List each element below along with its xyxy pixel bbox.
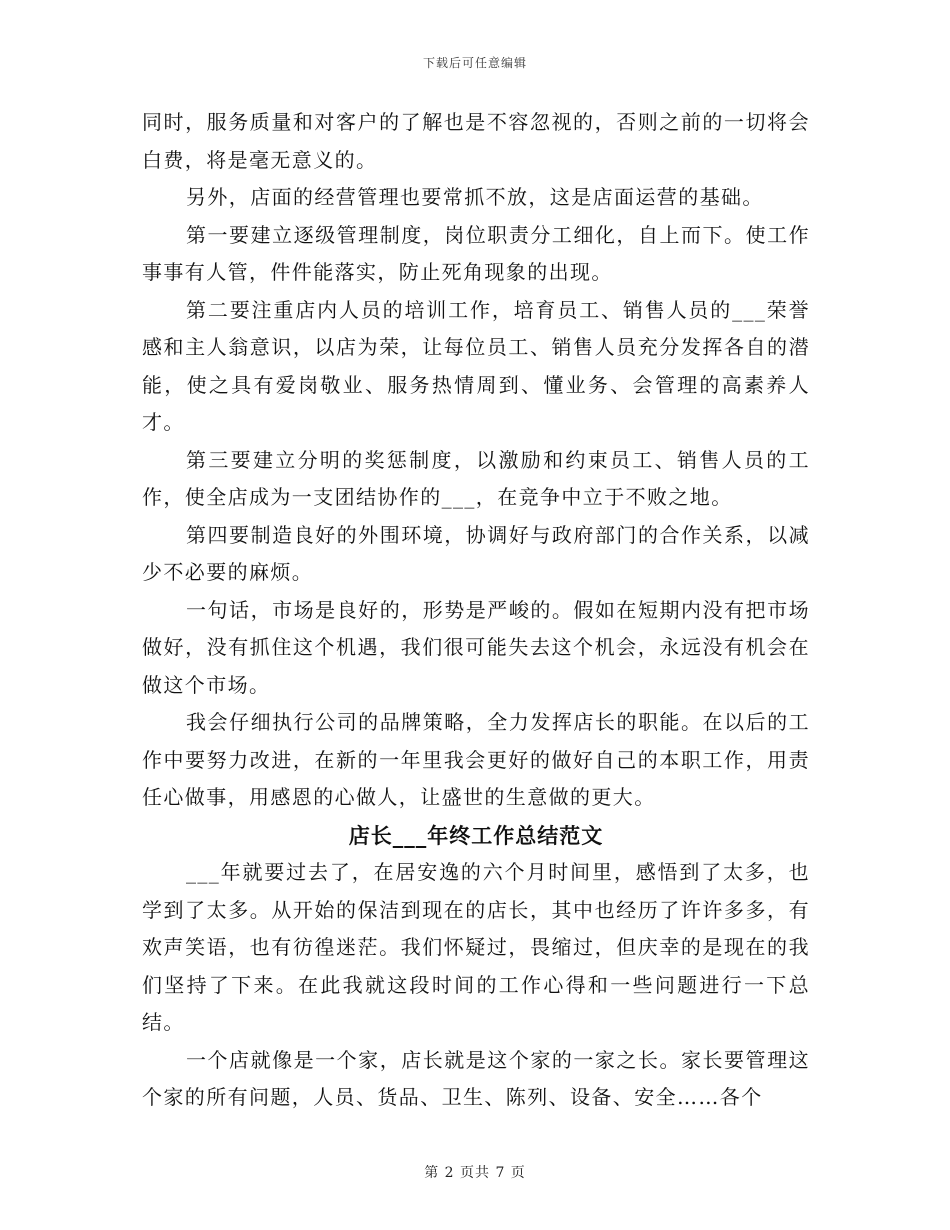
page-header: 下载后可任意编辑 xyxy=(422,56,527,70)
paragraph-summary: 一句话，市场是良好的，形势是严峻的。假如在短期内没有把市场做好，没有抓住这个机遇，我们很可能失去这个机会，永远没有机会在做这个市场。 xyxy=(142,597,810,697)
paragraph-continuation: 同时，服务质量和对客户的了解也是不容忽视的，否则之前的一切将会白费，将是毫无意义的。 xyxy=(142,110,810,172)
paragraph-intro: ___年就要过去了，在居安逸的六个月时间里，感悟到了太多，也学到了太多。从开始的保洁到现在的店长，其中也经历了许许多多，有欢声笑语，也有彷徨迷茫。我们怀疑过，畏缩过，但庆幸的是现在的我们坚持了下来。在此我就这段时间的工作心得和一些问题进行一下总结。 xyxy=(142,860,810,1034)
section-title: 店长___年终工作总结范文 xyxy=(348,822,604,848)
paragraph-point-two: 第二要注重店内人员的培训工作，培育员工、销售人员的___荣誉感和主人翁意识，以店为荣，让每位员工、销售人员充分发挥各自的潜能，使之具有爱岗敬业、服务热情周到、懂业务、会管理的高素养人才。 xyxy=(142,297,810,434)
paragraph-store-family: 一个店就像是一个家，店长就是这个家的一家之长。家长要管理这个家的所有问题，人员、货品、卫生、陈列、设备、安全……各个 xyxy=(142,1047,810,1109)
paragraph-point-one: 第一要建立逐级管理制度，岗位职责分工细化，自上而下。使工作事事有人管，件件能落实，防止死角现象的出现。 xyxy=(142,222,810,284)
page-number: 第 2 页共 7 页 xyxy=(424,1165,526,1181)
paragraph-point-four: 第四要制造良好的外围环境，协调好与政府部门的合作关系，以减少不必要的麻烦。 xyxy=(142,522,810,584)
paragraph-commitment: 我会仔细执行公司的品牌策略，全力发挥店长的职能。在以后的工作中要努力改进，在新的一年里我会更好的做好自己的本职工作，用责任心做事，用感恩的心做人，让盛世的生意做的更大。 xyxy=(142,710,810,809)
paragraph-point-three: 第三要建立分明的奖惩制度，以激励和约束员工、销售人员的工作，使全店成为一支团结协作的___，在竞争中立于不败之地。 xyxy=(142,447,810,509)
document-body xyxy=(142,104,810,1117)
paragraph-management-basis: 另外，店面的经营管理也要常抓不放，这是店面运营的基础。 xyxy=(186,185,764,209)
